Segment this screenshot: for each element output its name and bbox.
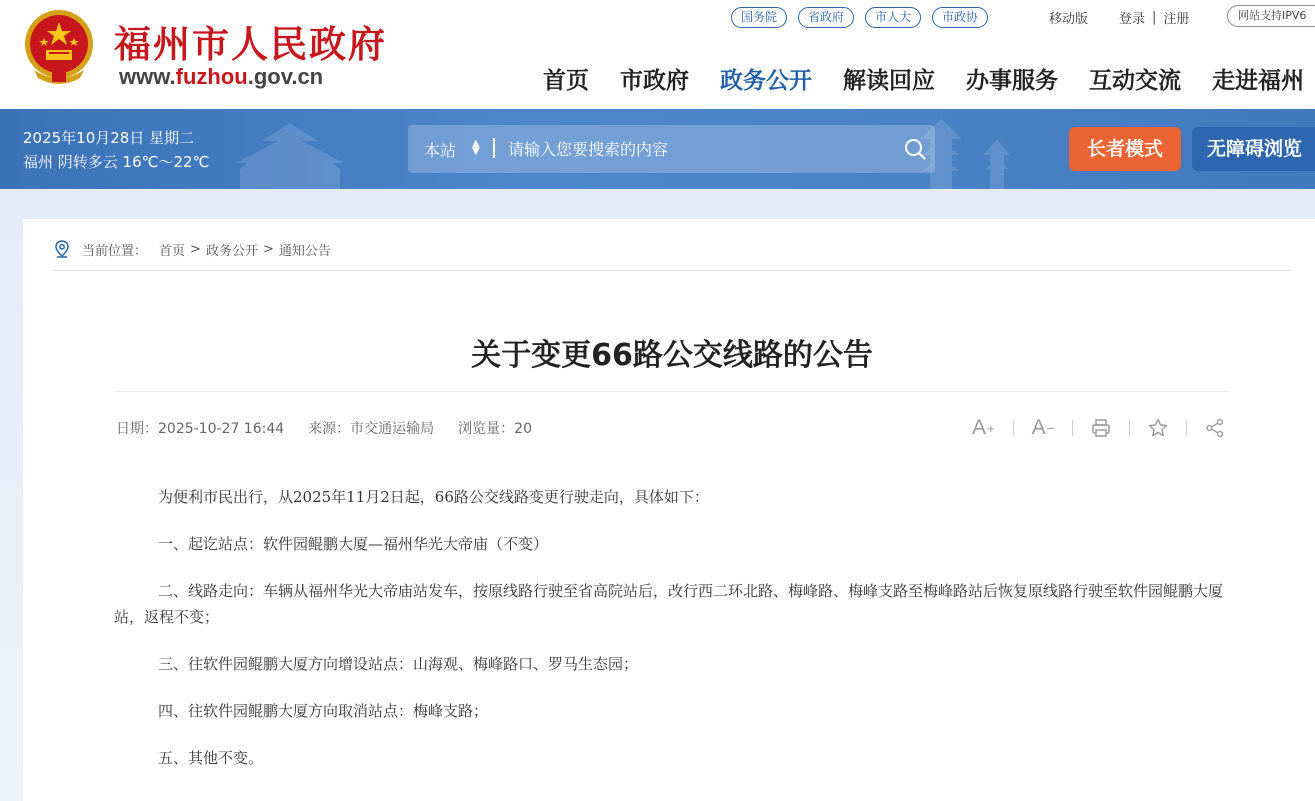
sort-arrows-icon[interactable]: ▲ ▼	[472, 138, 480, 157]
source-label: 来源：	[308, 421, 351, 437]
nav-services[interactable]: 办事服务	[966, 68, 1058, 94]
divider	[1072, 420, 1073, 436]
breadcrumb-home[interactable]: 首页	[159, 243, 186, 259]
divider	[1129, 420, 1130, 436]
national-emblem-icon[interactable]	[22, 8, 96, 88]
banner	[0, 109, 1315, 189]
breadcrumb-separator: >	[190, 241, 201, 257]
date-value: 2025-10-27 16:44	[158, 421, 285, 437]
accessible-browse-button[interactable]: 无障碍浏览	[1192, 127, 1315, 171]
site-header	[0, 0, 1315, 109]
main-nav	[543, 62, 1315, 95]
minus-sign: −	[1046, 420, 1055, 436]
register-link[interactable]: 注册	[1163, 12, 1190, 27]
site-title[interactable]: 福州市人民政府	[114, 22, 387, 66]
search-scope-select[interactable]: 本站	[424, 141, 457, 160]
domain-highlight: fuzhou	[175, 64, 248, 89]
link-city-cppcc[interactable]: 市政协	[932, 7, 988, 28]
nav-about-fuzhou[interactable]: 走进福州	[1212, 68, 1304, 94]
login-link[interactable]: 登录	[1119, 12, 1146, 27]
font-decrease-button[interactable]	[1032, 414, 1055, 442]
article-meta	[116, 418, 556, 438]
location-pin-icon	[54, 240, 70, 258]
font-increase-letter: A	[972, 416, 987, 439]
date-weather	[23, 126, 209, 174]
breadcrumb-notices[interactable]: 通知公告	[278, 243, 331, 259]
font-increase-button[interactable]	[972, 414, 995, 442]
link-state-council[interactable]: 国务院	[731, 7, 787, 28]
views-value: 20	[514, 421, 532, 437]
utility-links	[1049, 8, 1189, 27]
article-tools	[972, 414, 1225, 442]
domain-prefix: www.	[119, 64, 176, 89]
share-icon[interactable]	[1205, 414, 1225, 442]
source	[308, 418, 434, 438]
breadcrumb-gov-affairs[interactable]: 政务公开	[205, 243, 258, 259]
paragraph: 一、起讫站点：软件园鲲鹏大厦—福州华光大帝庙（不变）	[158, 535, 549, 553]
elder-mode-button[interactable]: 长者模式	[1069, 127, 1181, 171]
link-city-congress[interactable]: 市人大	[865, 7, 921, 28]
plus-sign: +	[987, 420, 995, 436]
search-box	[408, 125, 935, 173]
domain-suffix: .gov.cn	[247, 64, 324, 89]
source-value: 市交通运输局	[350, 421, 435, 437]
paragraph: 为便利市民出行，从2025年11月2日起，66路公交线路变更行驶走向，具体如下：	[158, 488, 709, 506]
divider	[1186, 420, 1187, 436]
font-decrease-letter: A	[1031, 416, 1046, 439]
mobile-version-link[interactable]: 移动版	[1049, 12, 1089, 27]
article-title: 关于变更66路公交线路的公告	[471, 338, 873, 373]
divider	[114, 391, 1230, 392]
views-label: 浏览量：	[458, 421, 515, 437]
paragraph: 五、其他不变。	[158, 749, 264, 767]
divider	[493, 138, 495, 158]
publish-date	[116, 418, 284, 438]
nav-interaction[interactable]: 互动交流	[1089, 68, 1181, 94]
divider	[54, 270, 1291, 271]
top-links	[731, 6, 999, 28]
search-icon[interactable]	[904, 138, 926, 160]
search-input[interactable]	[508, 134, 888, 164]
ipv6-badge: 网站支持IPV6	[1227, 5, 1315, 27]
weather-info: 福州 阴转多云 16℃～22℃	[23, 153, 210, 171]
date-label: 日期：	[116, 421, 158, 437]
nav-interpretation[interactable]: 解读回应	[843, 68, 935, 94]
breadcrumb-prefix: 当前位置：	[82, 243, 148, 259]
nav-city-gov[interactable]: 市政府	[620, 68, 689, 94]
view-count	[458, 418, 532, 438]
breadcrumb	[54, 240, 331, 258]
article-body	[114, 484, 1232, 792]
print-icon[interactable]	[1091, 414, 1111, 442]
nav-home[interactable]: 首页	[543, 68, 589, 94]
paragraph: 二、线路走向：车辆从福州华光大帝庙站发车，按原线路行驶至省高院站后，改行西二环北路、梅峰路、梅峰支路至梅峰路站后恢复原线路行驶至软件园鲲鹏大厦站，返程不变；	[114, 582, 1224, 626]
current-date: 2025年10月28日 星期二	[23, 129, 195, 147]
paragraph: 三、往软件园鲲鹏大厦方向增设站点：山海观、梅峰路口、罗马生态园；	[158, 655, 639, 673]
divider: |	[1152, 10, 1157, 25]
star-icon[interactable]	[1148, 414, 1168, 442]
site-domain	[119, 64, 323, 90]
link-province-gov[interactable]: 省政府	[798, 7, 854, 28]
paragraph: 四、往软件园鲲鹏大厦方向取消站点：梅峰支路；	[158, 702, 489, 720]
breadcrumb-separator: >	[262, 241, 274, 257]
nav-gov-affairs[interactable]: 政务公开	[720, 68, 812, 94]
divider	[1013, 420, 1014, 436]
